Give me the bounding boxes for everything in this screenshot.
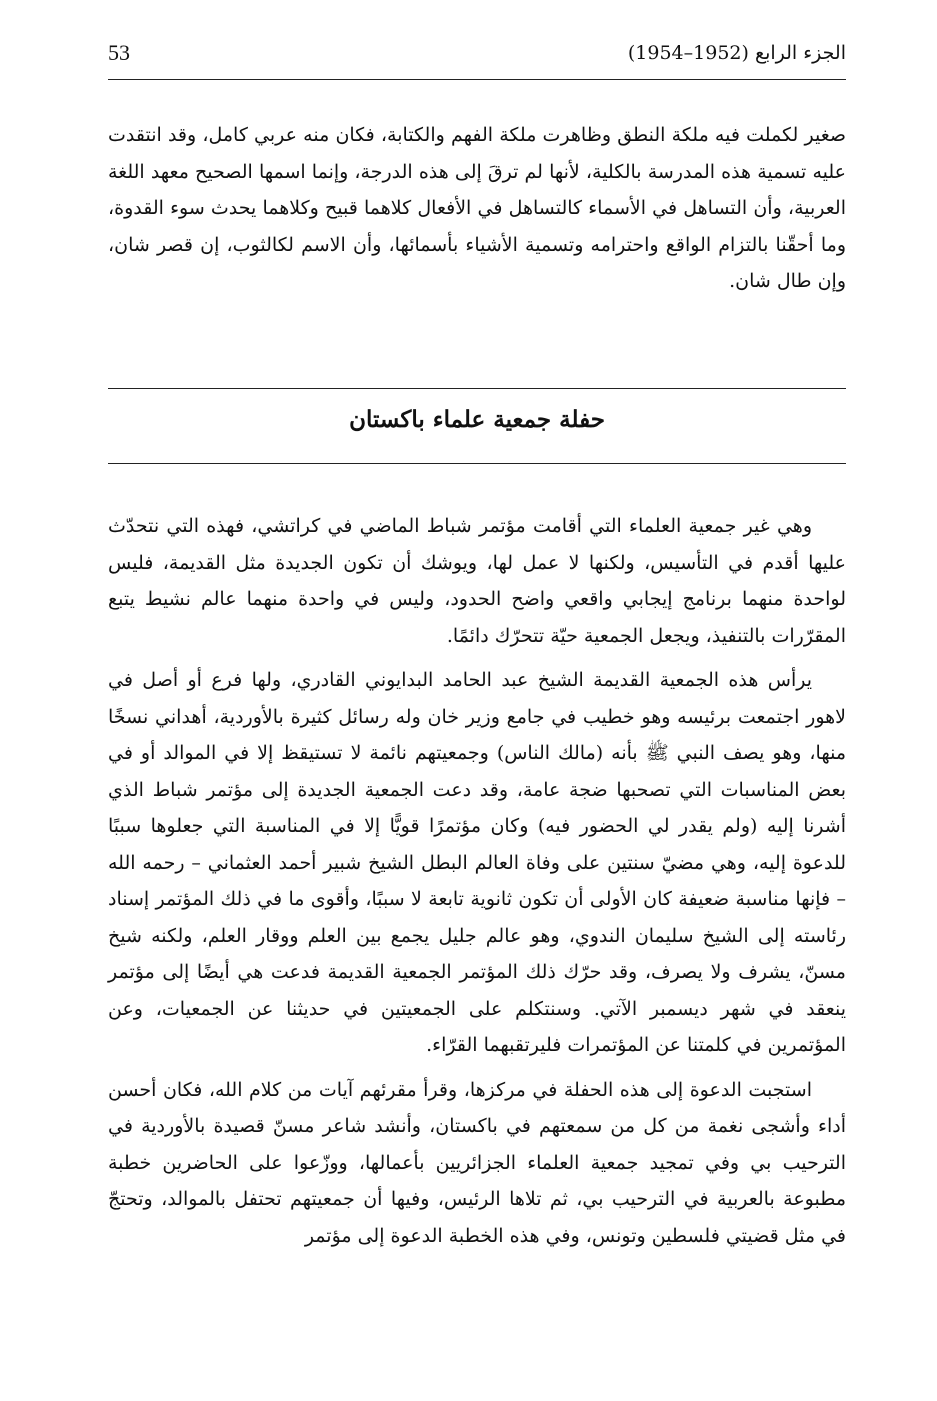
section-body [108,508,846,1254]
intro-text [108,117,846,300]
running-head: الجزء الرابع (1952–1954) [627,42,846,64]
body-paragraph-3: استجبت الدعوة إلى هذه الحفلة في مركزها، وقرأ مقرئهم آيات من كلام الله، فكان أحسن أداء وأشجى نغمة من كل من سمعتهم في باكستان، وأنشد شاعر مسنّ قصيدة بالأوردية في الترحيب بي وفي تمجيد جمعية العلماء الجزائريين بأعمالها، ووزّعوا على الحاضرين خطبة مطبوعة بالعربية في الترحيب بي، ثم تلاها الرئيس، وفيها أن جمعيتهم تحتفل بالموالد، وتحتجّ في مثل قضيتي فلسطين وتونس، وفي هذه الخطبة الدعوة إلى مؤتمر [108,1078,846,1247]
body-paragraph-1: وهي غير جمعية العلماء التي أقامت مؤتمر شباط الماضي في كراتشي، فهذه التي نتحدّث عليها أقدم في التأسيس، ولكنها لا عمل لها، ويوشك أن تكون الجديدة مثل القديمة، فليس لواحدة منهما برنامج إيجابي واقعي واضح الحدود، وليس في واحدة منهما عالم نشيط يتبع المقرّرات بالتنفيذ، ويجعل الجمعية حيّة تتحرّك دائمًا. [108,515,846,647]
section-title: حفلة جمعية علماء باكستان [349,406,605,433]
section-rule-top [108,388,846,389]
page-header [108,36,846,76]
page-number: 53 [108,40,130,65]
header-rule [108,79,846,80]
intro-paragraph: صغير لكملت فيه ملكة النطق وظاهرت ملكة الفهم والكتابة، فكان منه عربي كامل، وقد انتقدت عليه تسمية هذه المدرسة بالكلية، لأنها لم ترقَ إلى هذه الدرجة، وإنما اسمها الصحيح معهد اللغة العربية، وأن التساهل في الأسماء كالتساهل في الأفعال كلاهما قبيح وكلاهما يحدث سوء القدوة، وما أحقّنا بالتزام الواقع واحترامه وتسمية الأشياء بأسمائها، وأن الاسم لكالثوب، إن قصر شان، وإن طال شان. [108,124,846,292]
section-rule-bottom [108,463,846,464]
body-paragraph-2: يرأس هذه الجمعية القديمة الشيخ عبد الحامد البدايوني القادري، ولها فرع أو أصل في لاهور اجتمعت برئيسه وهو خطيب في جامع وزير خان وله رسائل كثيرة بالأوردية، أهداني نسخًا منها، وهو يصف النبي ﷺ بأنه (مالك الناس) وجمعيتهم نائمة لا تستيقظ إلا في الموالد أو في بعض المناسبات التي تصحبها ضجة عامة، وقد دعت الجمعية الجديدة إلى مؤتمر شباط الذي أشرنا إليه (ولم يقدر لي الحضور فيه) وكان مؤتمرًا قويًّا إلا في المناسبة التي جعلوها سببًا للدعوة إليه، وهي مضيّ سنتين على وفاة العالم البطل الشيخ شبير أحمد العثماني – رحمه الله – فإنها مناسبة ضعيفة كان الأولى أن تكون ثانوية تابعة لا سببًا، وأقوى ما في ذلك المؤتمر إسناد رئاسته إلى الشيخ سليمان الندوي، وهو عالم جليل يجمع بين العلم ووقار العلم، ولكنه شيخ مسنّ، يشرف ولا يصرف، وقد حرّك ذلك المؤتمر الجمعية القديمة فدعت هي أيضًا إلى مؤتمر ينعقد في شهر ديسمبر الآتي. وسنتكلم على الجمعيتين في حديثنا عن الجمعيات، وعن المؤتمرين في كلمتنا عن المؤتمرات فليرتقبهما القرّاء. [108,669,846,1056]
